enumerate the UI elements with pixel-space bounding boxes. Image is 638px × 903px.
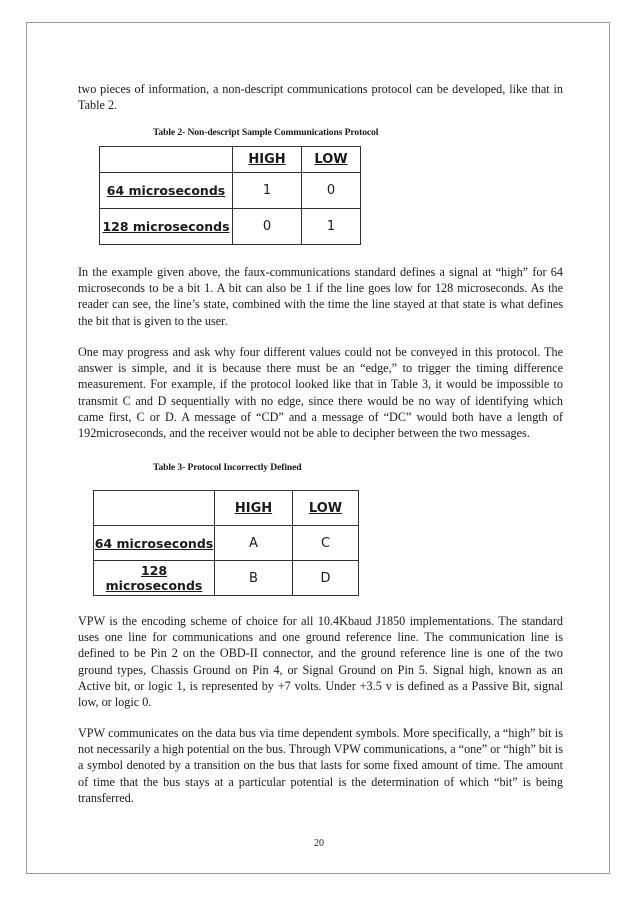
table3-header-low: LOW xyxy=(293,491,359,526)
table2-row-label: 64 microseconds xyxy=(100,173,233,209)
table-row xyxy=(100,209,361,245)
table2-cell-low: 0 xyxy=(302,173,361,209)
table-row xyxy=(94,561,359,596)
table2 xyxy=(99,146,361,245)
table3-row-label: 128 microseconds xyxy=(94,561,215,596)
table3-cell-low: D xyxy=(293,561,359,596)
table2-row-label: 128 microseconds xyxy=(100,209,233,245)
table2-header-low: LOW xyxy=(302,147,361,173)
table-row xyxy=(100,173,361,209)
table2-cell-high: 1 xyxy=(233,173,302,209)
table3 xyxy=(93,490,359,596)
paragraph-example: In the example given above, the faux-communications standard defines a signal at “high” for 64 microseconds to be a bit 1. A bit can also be 1 if the line goes low for 128 microseconds. As the reader can see, the line’s state, combined with the time the line stayed at that state is what defines the bit that is given to the user. xyxy=(78,265,563,328)
table2-cell-low: 1 xyxy=(302,209,361,245)
table2-caption: Table 2- Non-descript Sample Communications Protocol xyxy=(153,127,379,138)
table3-cell-high: B xyxy=(215,561,293,596)
table2-corner xyxy=(100,147,233,173)
table3-row-label: 64 microseconds xyxy=(94,526,215,561)
paragraph-intro: two pieces of information, a non-descript communications protocol can be developed, like that in Table 2. xyxy=(78,82,563,113)
table2-cell-high: 0 xyxy=(233,209,302,245)
paragraph-progress: One may progress and ask why four different values could not be conveyed in this protocol. The answer is simple, and it is because there must be an “edge,” to trigger the timing difference measurement. For example, if the protocol looked like that in Table 3, it would be impossible to transmit C and D sequentially with no edge, since there would be no way of identifying which came first, C or D. A message of “CD” and a message of “DC” would both have a length of 192microseconds, and the receiver would not be able to decipher between the two messages. xyxy=(78,345,563,441)
paragraph-vpw: VPW is the encoding scheme of choice for all 10.4Kbaud J1850 implementations. The standard uses one line for communications and one ground reference line. The communication line is defined to be Pin 2 on the OBD-II connector, and the ground reference line is one of the two ground types, Chassis Ground on Pin 4, or Signal Ground on Pin 5. Signal high, known as an Active bit, or logic 1, is represented by +7 volts. Under +3.5 v is defined as a Passive Bit, signal low, or logic 0. xyxy=(78,614,563,710)
paragraph-symbols: VPW communicates on the data bus via time dependent symbols. More specifically, a “high” bit is not necessarily a high potential on the bus. Through VPW communications, a “one” or “high” bit is a symbol denoted by a transition on the bus that lasts for some fixed amount of time. The amount of time that the bus stays at a particular potential is the determination of which “bit” is being transferred. xyxy=(78,726,563,805)
table3-corner xyxy=(94,491,215,526)
table2-header-high: HIGH xyxy=(233,147,302,173)
table3-cell-low: C xyxy=(293,526,359,561)
table3-cell-high: A xyxy=(215,526,293,561)
table-row xyxy=(94,526,359,561)
table3-caption: Table 3- Protocol Incorrectly Defined xyxy=(153,462,302,473)
page-number: 20 xyxy=(314,838,324,849)
table3-header-high: HIGH xyxy=(215,491,293,526)
